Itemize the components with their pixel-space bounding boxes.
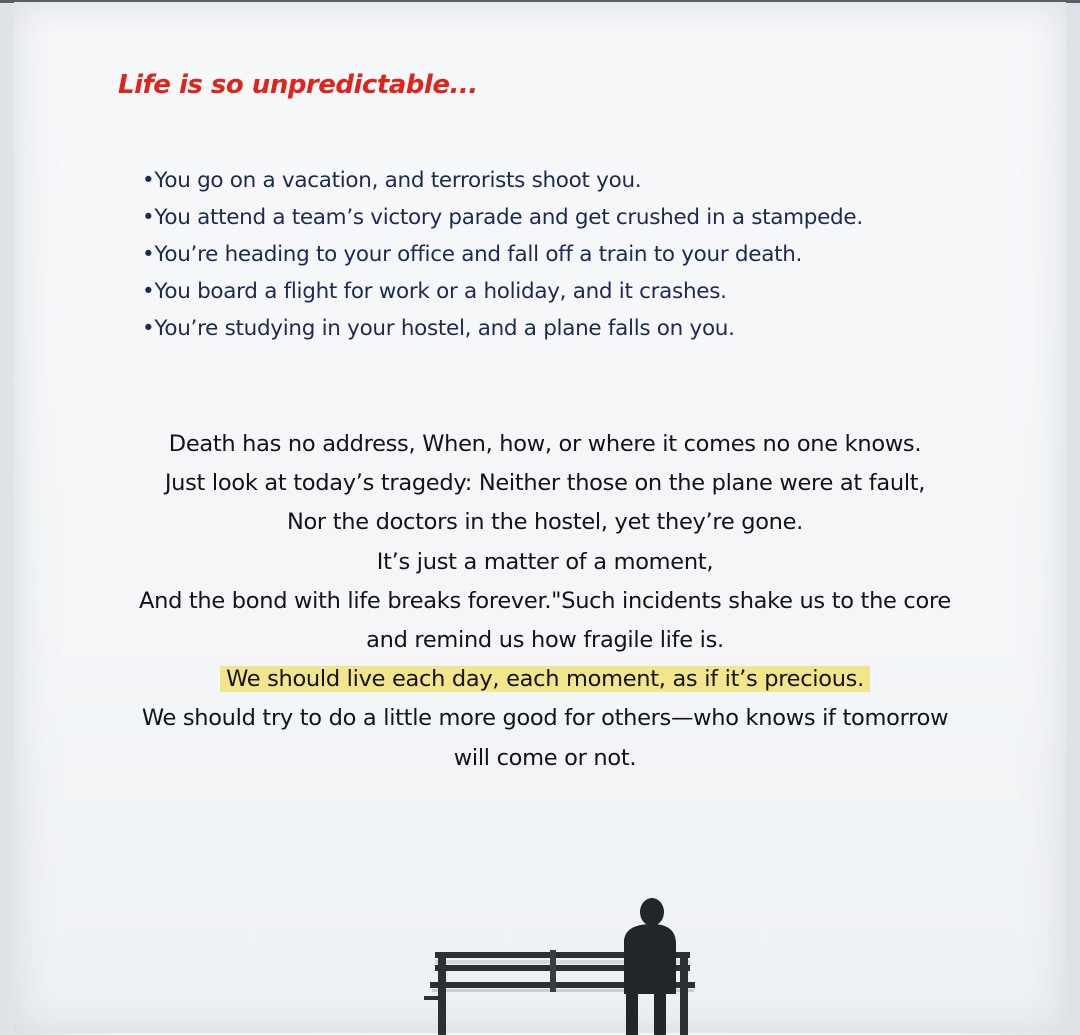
paragraph-line: Nor the doctors in the hostel, yet they’re gone.	[286, 509, 804, 536]
highlighted-line-wrapper	[130, 660, 960, 699]
list-item: •You go on a vacation, and terrorists shoot you.	[142, 168, 642, 193]
list-item: •You board a flight for work or a holiday, and it crashes.	[142, 279, 727, 304]
paragraph-line: And the bond with life breaks forever."Such incidents shake us to the core and remind us how fragile life is.	[139, 587, 951, 654]
paragraph-line: Death has no address, When, how, or where it comes no one knows.	[168, 431, 922, 457]
list-item: •You’re heading to your office and fall off a train to your death.	[142, 242, 803, 267]
person-on-bench-illustration	[410, 890, 710, 1035]
paragraph-line: It’s just a matter of a moment,	[376, 548, 714, 575]
paragraph-line: Just look at today’s tragedy: Neither those on the plane were at fault,	[164, 470, 926, 497]
highlighted-text: We should live each day, each moment, as if it’s precious.	[220, 666, 870, 692]
post-title: Life is so unpredictable...	[118, 70, 478, 100]
person-silhouette-icon	[624, 898, 676, 1035]
paragraph-line: We should try to do a little more good for others—who knows if tomorrow will come or not.	[141, 705, 949, 771]
reflection-paragraph	[130, 425, 960, 778]
list-item: •You’re studying in your hostel, and a plane falls on you.	[142, 316, 735, 341]
list-item: •You attend a team’s victory parade and get crushed in a stampede.	[142, 205, 863, 230]
unpredictable-events-list	[142, 162, 962, 347]
